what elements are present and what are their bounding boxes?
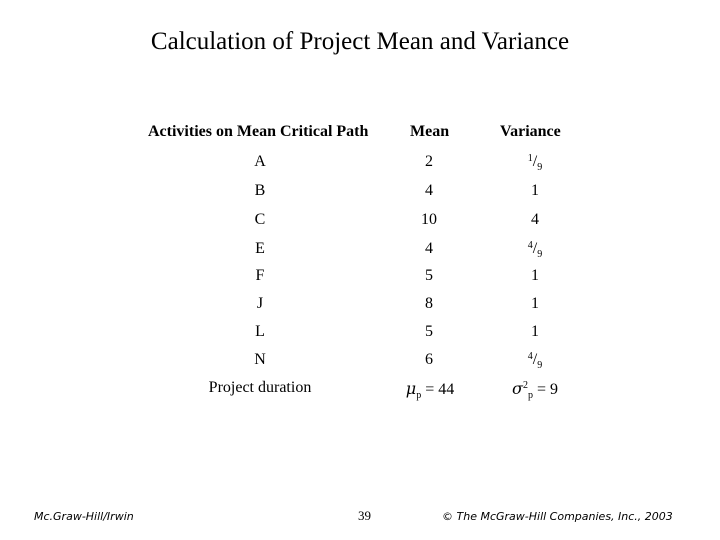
project-duration-label: Project duration	[208, 379, 312, 396]
variance-numerator: 4	[527, 351, 533, 362]
header-variance: Variance	[500, 123, 561, 140]
mean-cell: 5	[425, 267, 433, 284]
variance-cell: $^1/_9$	[527, 153, 543, 173]
mean-value: = 44	[421, 381, 455, 398]
mean-cell: 10	[421, 211, 437, 228]
activity-cell: F	[255, 267, 265, 284]
activity-cell: A	[254, 153, 266, 170]
activity-cell: C	[254, 211, 266, 228]
activity-cell: N	[254, 351, 266, 368]
slide-title: Calculation of Project Mean and Variance	[150, 28, 570, 55]
mean-cell: 6	[425, 351, 433, 368]
page-number: 39	[358, 508, 371, 523]
variance-numerator: 1	[527, 153, 533, 164]
variance-denominator: 9	[537, 360, 543, 371]
header-mean: Mean	[410, 123, 450, 140]
footer-publisher: Mc.Graw-Hill/Irwin	[34, 510, 134, 523]
variance-cell: 1	[531, 323, 539, 340]
mean-cell: 2	[425, 153, 433, 170]
activity-cell: L	[255, 323, 265, 340]
sigma-symbol: σ	[512, 379, 523, 398]
variance-cell: $^4/_9$	[527, 351, 543, 371]
activity-cell: B	[254, 182, 266, 199]
header-activities: Activities on Mean Critical Path	[148, 123, 369, 140]
variance-cell: 4	[531, 211, 539, 228]
variance-denominator: 9	[537, 249, 543, 260]
mean-cell: 4	[425, 240, 433, 257]
mean-cell: 5	[425, 323, 433, 340]
footer-copyright: © The McGraw-Hill Companies, Inc., 2003	[442, 510, 673, 523]
mean-cell: 4	[425, 182, 433, 199]
project-duration-mean	[380, 379, 480, 401]
mean-cell: 8	[425, 295, 433, 312]
variance-subscript: p	[527, 390, 533, 401]
variance-cell: $^4/_9$	[527, 240, 543, 260]
variance-numerator: 4	[527, 240, 533, 251]
variance-denominator: 9	[537, 162, 543, 173]
mu-symbol: μ	[405, 379, 417, 398]
variance-cell: 1	[531, 295, 539, 312]
variance-cell: 1	[531, 267, 539, 284]
activity-cell: E	[255, 240, 265, 257]
project-duration-variance	[480, 379, 590, 401]
variance-value: = 9	[532, 381, 558, 398]
activity-cell: J	[256, 295, 264, 312]
variance-cell: 1	[531, 182, 539, 199]
mean-subscript: p	[416, 390, 422, 401]
variance-superscript: 2	[522, 380, 528, 391]
